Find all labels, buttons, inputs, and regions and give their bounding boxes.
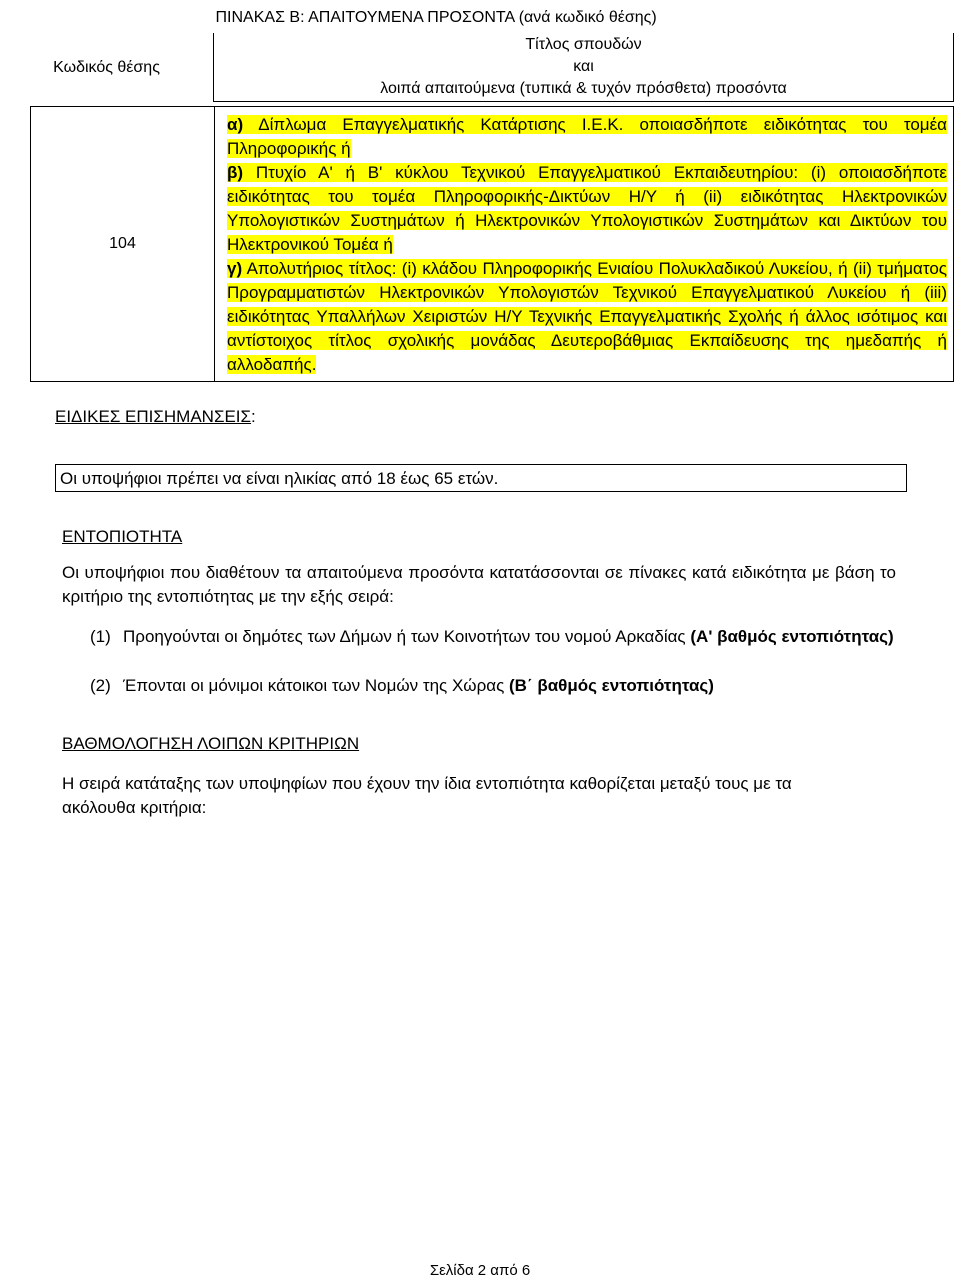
other-criteria-text: Η σειρά κατάταξης των υποψηφίων που έχουν την ίδια εντοπιότητα καθορίζεται μεταξύ τους με τα ακόλουθα κριτήρια: (62, 774, 792, 817)
code-cell (31, 107, 215, 381)
qualification-b-text: Πτυχίο Α' ή Β' κύκλου Τεχνικού Επαγγελματικού Εκπαιδευτηρίου: (i) οποιασδήποτε ειδικότητας του τομέα Πληροφορικής-Δικτύων Η/Υ ή (ii) ειδικότητας Ηλεκτρονικών Υπολογιστικών Συστημάτων ή Ηλεκτρονικών Υπολογιστικών Συστημάτων και Δικτύων του Ηλεκτρονικού Τομέα ή (227, 163, 947, 254)
locality-heading: ΕΝΤΟΠΙΟΤΗΤΑ (62, 527, 183, 546)
qualification-b-label: β) (227, 163, 244, 182)
title-header-line-1: Τίτλος σπουδών (525, 35, 642, 53)
qualification-a-label: α) (227, 115, 244, 134)
age-note: Οι υποψήφιοι πρέπει να είναι ηλικίας από 18 έως 65 ετών. (60, 469, 499, 488)
title-header-line-2: και (573, 57, 594, 75)
special-notes-heading (55, 405, 256, 429)
locality-item-1-text: Προηγούνται οι δημότες των Δήμων ή των Κοινοτήτων του νομού Αρκαδίας (123, 627, 686, 646)
position-code: 104 (109, 235, 136, 252)
caption-cell (214, 2, 954, 33)
qualification-a (227, 113, 947, 161)
locality-intro: Οι υποψήφιοι που διαθέτουν τα απαιτούμενα προσόντα κατατάσσονται σε πίνακες κατά ειδικότητα με βάση το κριτήριο της εντοπιότητας με την εξής σειρά: (62, 563, 896, 606)
code-header-cell (30, 2, 214, 101)
qualification-a-text: Δίπλωμα Επαγγελματικής Κατάρτισης Ι.Ε.Κ. οποιασδήποτε ειδικότητας του τομέα Πληροφορικής ή (227, 115, 947, 158)
qualification-c (227, 257, 947, 377)
special-notes-heading-colon: : (251, 407, 256, 426)
table-caption: ΠΙΝΑΚΑΣ Β: ΑΠΑΙΤΟΥΜΕΝΑ ΠΡΟΣΟΝΤΑ (ανά κωδικό θέσης) (215, 9, 657, 26)
locality-item-2-degree: (Β΄ βαθμός εντοπιότητας) (509, 676, 714, 695)
page-number: Σελίδα 2 από 6 (429, 1262, 531, 1279)
requirements-row (30, 106, 954, 382)
age-note-box (55, 464, 907, 492)
title-header-cell (214, 33, 954, 101)
locality-item-1 (90, 625, 900, 649)
code-column-header: Κωδικός θέσης (53, 58, 160, 76)
locality-item-1-degree: (Α' βαθμός εντοπιότητας) (690, 627, 894, 646)
title-header-line-3: λοιπά απαιτούμενα (τυπικά & τυχόν πρόσθετα) προσόντα (380, 79, 787, 97)
locality-item-2-text: Έπονται οι μόνιμοι κάτοικοι των Νομών της Χώρας (123, 676, 505, 695)
other-criteria-heading: ΒΑΘΜΟΛΟΓΗΣΗ ΛΟΙΠΩΝ ΚΡΙΤΗΡΙΩΝ (62, 734, 360, 753)
requirements-table (30, 2, 954, 102)
qualification-c-label: γ) (227, 259, 243, 278)
special-notes-heading-text: ΕΙΔΙΚΕΣ ΕΠΙΣΗΜΑΝΣΕΙΣ (55, 407, 252, 426)
locality-item-2-number: (2) (90, 676, 111, 695)
qualification-b (227, 161, 947, 257)
qualification-c-text: Απολυτήριος τίτλος: (i) κλάδου Πληροφορικής Ενιαίου Πολυκλαδικού Λυκείου, ή (ii) τμήματος Προγραμματιστών Ηλεκτρονικών Υπολογιστών Τεχνικού Επαγγελματικού Λυκείου ή (iii) ειδικότητας Υπαλλήλων Χειριστών Η/Υ Τεχνικής Επαγγελματικής Σχολής ή άλλος ισότιμος και αντίστοιχος τίτλος σχολικής μονάδας Δευτεροβάθμιας Εκπαίδευσης της ημεδαπής ή αλλοδαπής. (227, 259, 947, 374)
locality-item-2 (90, 674, 900, 698)
locality-item-1-number: (1) (90, 627, 111, 646)
qualifications-text (221, 111, 953, 379)
